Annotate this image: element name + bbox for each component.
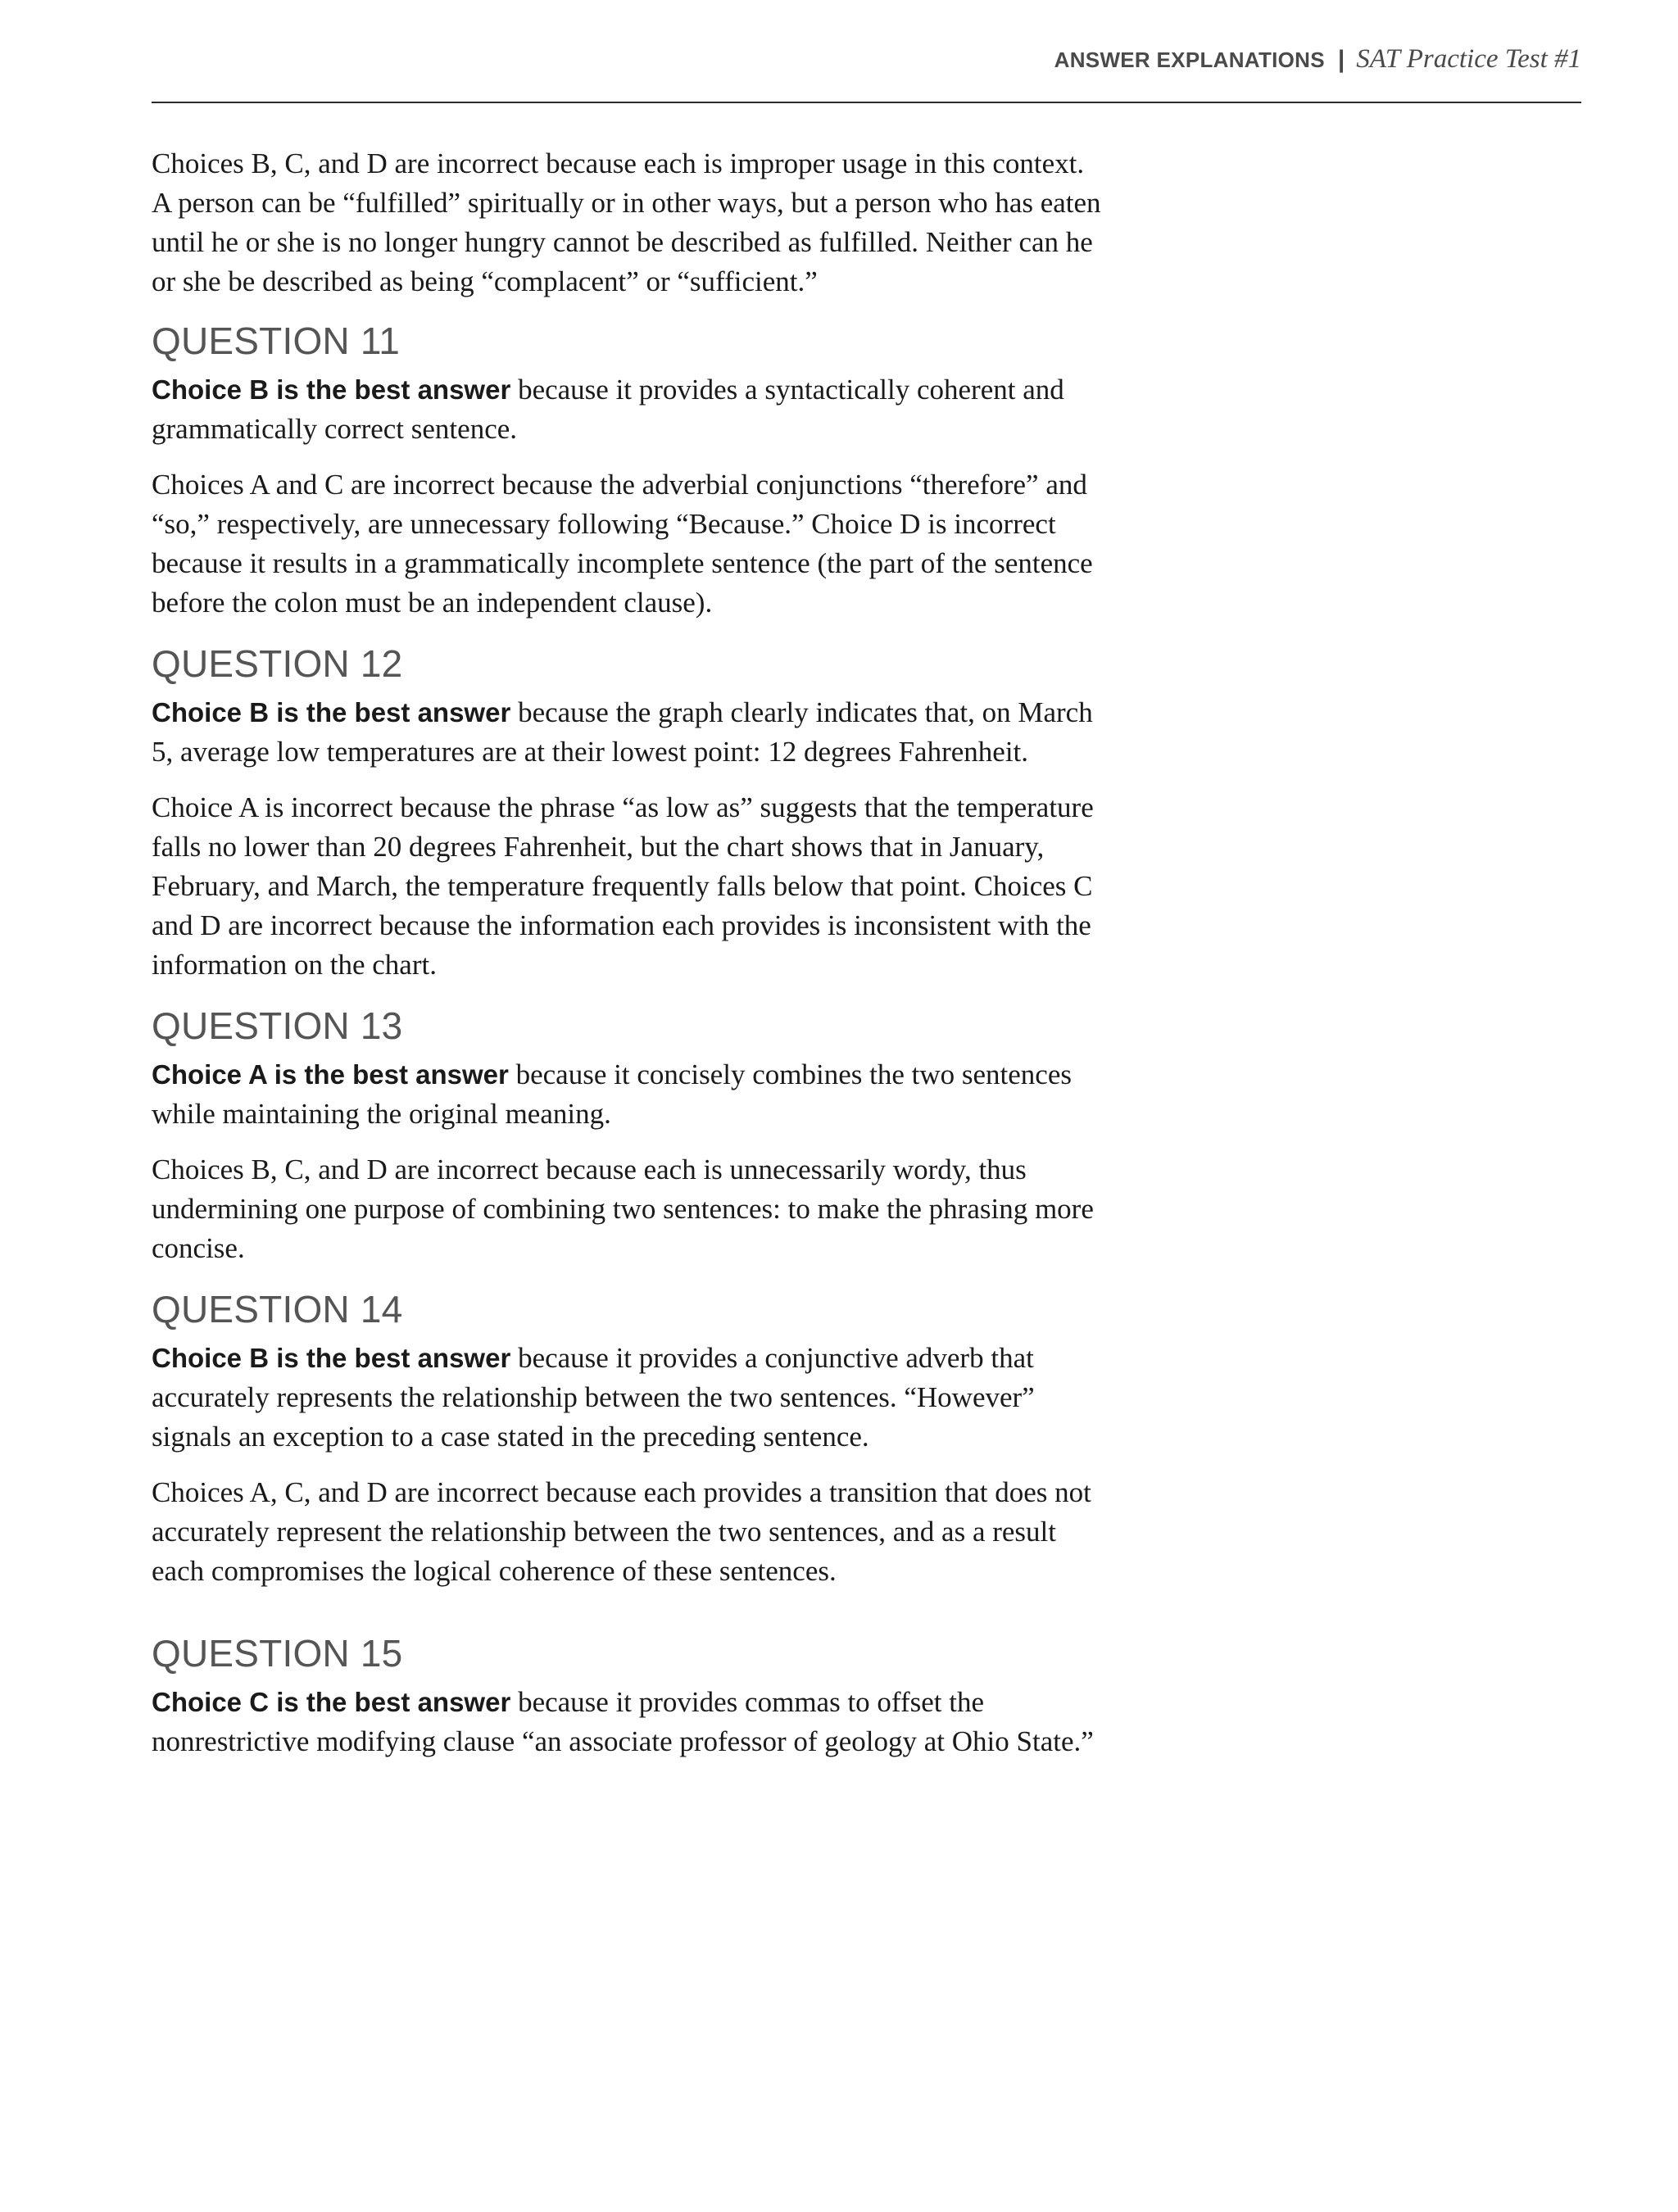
question-heading: QUESTION 12 [152,642,403,685]
best-answer-lead: Choice B is the best answer [152,697,511,728]
question-14-section [152,1286,1106,1591]
best-answer-paragraph [152,1339,1106,1457]
best-answer-explanation: because it provides a syntactically coherent and grammatically correct sentence. [152,374,1064,445]
best-answer-lead: Choice B is the best answer [152,374,511,405]
intro-paragraph: Choices B, C, and D are incorrect because each is improper usage in this context. A person can be “fulfilled” spiritually or in other ways, but a person who has eaten until he or she is no longer hungry cannot be described as fulfilled. Neither can he or she be described as being “complacent” or “sufficient.” [152,147,1101,297]
best-answer-explanation: because the graph clearly indicates that, on March 5, average low temperatures are at their lowest point: 12 degrees Fahrenheit. [152,696,1093,768]
running-header [1054,44,1581,75]
best-answer-lead: Choice A is the best answer [152,1059,509,1090]
best-answer-paragraph [152,693,1106,772]
question-12-section [152,641,1106,985]
best-answer-lead: Choice B is the best answer [152,1343,511,1373]
page-header [152,0,1581,103]
answer-explanations-body [152,144,1106,1779]
best-answer-explanation: because it provides a conjunctive adverb that accurately represents the relationship between the two sentences. “However” signals an exception to a case stated in the preceding sentence. [152,1342,1035,1453]
incorrect-choices-paragraph: Choices A and C are incorrect because the adverbial conjunctions “therefore” and “so,” respectively, are unnecessary following “Because.” Choice D is incorrect because it results in a grammatically incomplete sentence (the part of the sentence before the colon must be an independent clause). [152,469,1093,619]
question-heading: QUESTION 11 [152,320,400,362]
best-answer-paragraph [152,1683,1106,1761]
incorrect-choices-paragraph: Choices A, C, and D are incorrect because each provides a transition that does not accurately represent the relationship between the two sentences, and as a result each compromises the logical coherence of these sentences. [152,1476,1091,1587]
test-title: SAT Practice Test #1 [1356,44,1581,74]
question-heading: QUESTION 15 [152,1632,403,1675]
question-11-section [152,318,1106,623]
question-13-section [152,1003,1106,1268]
incorrect-choices-paragraph: Choices B, C, and D are incorrect because each is unnecessarily wordy, thus undermining one purpose of combining two sentences: to make the phrasing more concise. [152,1154,1094,1264]
best-answer-paragraph [152,1055,1106,1134]
incorrect-choices-paragraph: Choice A is incorrect because the phrase “as low as” suggests that the temperature falls no lower than 20 degrees Fahrenheit, but the chart shows that in January, February, and March, the temperature frequently falls below that point. Choices C and D are incorrect because the information each provides is inconsistent with the information on the chart. [152,791,1094,981]
best-answer-explanation: because it provides commas to offset the nonrestrictive modifying clause “an associate professor of geology at Ohio State.” [152,1686,1094,1757]
question-heading: QUESTION 14 [152,1288,403,1330]
question-heading: QUESTION 13 [152,1004,403,1047]
best-answer-lead: Choice C is the best answer [152,1687,511,1717]
section-label: ANSWER EXPLANATIONS [1054,48,1325,72]
best-answer-explanation: because it concisely combines the two sentences while maintaining the original meaning. [152,1058,1072,1130]
question-15-section [152,1630,1106,1761]
best-answer-paragraph [152,370,1106,449]
header-separator: | [1337,46,1345,73]
